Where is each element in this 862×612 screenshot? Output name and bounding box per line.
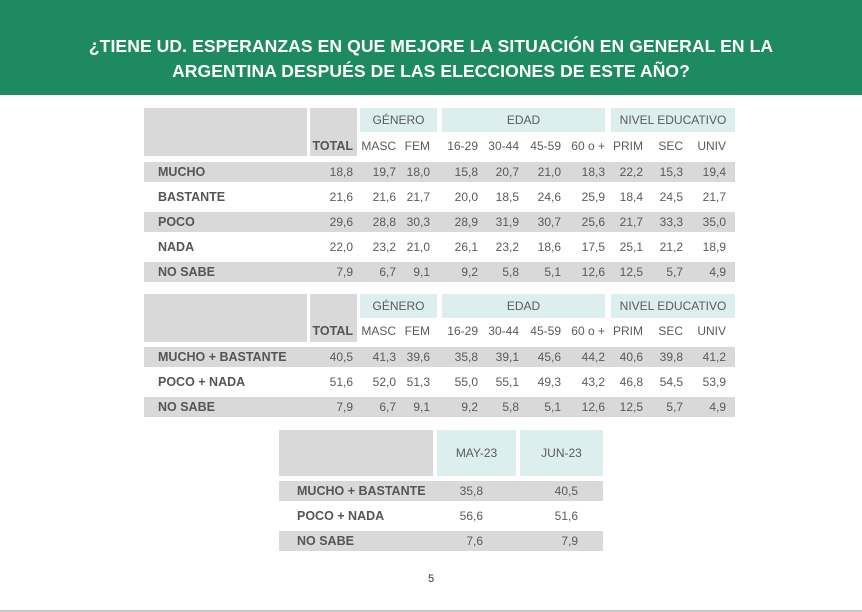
table1-col-sec: SEC (658, 139, 683, 153)
row-label: NO SABE (297, 534, 354, 548)
table-cell: 51,6 (554, 509, 578, 523)
table-cell: 12,5 (619, 400, 643, 414)
table-cell: 18,8 (329, 165, 353, 179)
table-cell: 7,9 (336, 265, 353, 279)
table-cell: 4,9 (709, 265, 726, 279)
title-line-2: ARGENTINA DESPUÉS DE LAS ELECCIONES DE ESTE AÑO? (172, 61, 690, 81)
table-cell: 30,3 (406, 215, 430, 229)
row-label: MUCHO + BASTANTE (158, 350, 287, 364)
table-cell: 9,2 (461, 400, 478, 414)
table1-col-masc: MASC (361, 139, 396, 153)
table-cell: 24,6 (537, 190, 561, 204)
table-cell: 5,7 (666, 265, 683, 279)
row-label: POCO + NADA (297, 509, 385, 523)
table-cell: 4,9 (709, 400, 726, 414)
title-banner (0, 0, 862, 95)
table-cell: 23,2 (372, 240, 396, 254)
table-cell: 18,5 (495, 190, 519, 204)
table1-col-prim: PRIM (613, 139, 643, 153)
table1-col-60: 60 o + (571, 139, 605, 153)
table-cell: 35,8 (459, 484, 483, 498)
table1-col-fem: FEM (404, 139, 430, 153)
table-cell: 21,6 (372, 190, 396, 204)
table1-genero-label: GÉNERO (372, 113, 425, 127)
table-cell: 5,7 (666, 400, 683, 414)
table-cell: 5,1 (544, 400, 561, 414)
table-cell: 9,1 (413, 265, 430, 279)
table-cell: 35,0 (702, 215, 726, 229)
table-cell: 21,6 (329, 190, 353, 204)
table-cell: 21,7 (702, 190, 726, 204)
table-cell: 25,6 (581, 215, 605, 229)
table2-col-sec: SEC (658, 324, 683, 338)
row-label: MUCHO (158, 165, 206, 179)
table-cell: 53,9 (702, 375, 726, 389)
table2-corner (144, 294, 307, 342)
table1-corner (144, 108, 307, 156)
table-cell: 55,1 (495, 375, 519, 389)
table-cell: 52,0 (372, 375, 396, 389)
table-cell: 24,5 (659, 190, 683, 204)
row-label: POCO (158, 215, 195, 229)
table-cell: 12,5 (619, 265, 643, 279)
table-cell: 5,1 (544, 265, 561, 279)
table-cell: 51,3 (406, 375, 430, 389)
table-cell: 18,3 (581, 165, 605, 179)
table2-col-prim: PRIM (613, 324, 643, 338)
table-cell: 30,7 (537, 215, 561, 229)
table-cell: 7,6 (466, 534, 483, 548)
table2-col-univ: UNIV (697, 324, 726, 338)
table-cell: 21,2 (659, 240, 683, 254)
table2-col-fem: FEM (404, 324, 430, 338)
table-cell: 22,2 (619, 165, 643, 179)
table-cell: 46,8 (619, 375, 643, 389)
table-cell: 21,0 (406, 240, 430, 254)
row-label: POCO + NADA (158, 375, 246, 389)
page-number: 5 (427, 573, 435, 585)
table1-col-45-59: 45-59 (530, 139, 561, 153)
table-cell: 25,1 (619, 240, 643, 254)
table2-col-30-44: 30-44 (488, 324, 519, 338)
table3-col-jun: JUN-23 (541, 446, 582, 460)
table1-col-30-44: 30-44 (488, 139, 519, 153)
table2-edad-label: EDAD (506, 299, 541, 313)
table-cell: 41,3 (372, 350, 396, 364)
table-cell: 28,9 (454, 215, 478, 229)
table-cell: 31,9 (495, 215, 519, 229)
row-label: BASTANTE (158, 190, 226, 204)
table2-col-total: TOTAL (312, 324, 353, 338)
table-cell: 20,0 (454, 190, 478, 204)
table-cell: 6,7 (379, 265, 396, 279)
table-cell: 18,6 (537, 240, 561, 254)
table-cell: 39,1 (495, 350, 519, 364)
table-cell: 35,8 (454, 350, 478, 364)
table2-col-45-59: 45-59 (530, 324, 561, 338)
table-cell: 26,1 (454, 240, 478, 254)
table-cell: 41,2 (702, 350, 726, 364)
table-cell: 29,6 (329, 215, 353, 229)
table-cell: 21,0 (537, 165, 561, 179)
table3-corner (279, 430, 433, 476)
table1-col-total: TOTAL (312, 139, 353, 153)
row-label: MUCHO + BASTANTE (297, 484, 426, 498)
table-cell: 22,0 (329, 240, 353, 254)
table2-nivel-label: NIVEL EDUCATIVO (619, 299, 727, 313)
row-label: NADA (158, 240, 195, 254)
table-cell: 49,3 (537, 375, 561, 389)
table-cell: 23,2 (495, 240, 519, 254)
table1-col-univ: UNIV (697, 139, 726, 153)
table-cell: 15,8 (454, 165, 478, 179)
table-cell: 55,0 (454, 375, 478, 389)
table-cell: 18,0 (406, 165, 430, 179)
title-line-1: ¿TIENE UD. ESPERANZAS EN QUE MEJORE LA SITUACIÓN EN GENERAL EN LA (88, 36, 774, 56)
table-cell: 25,9 (581, 190, 605, 204)
table-cell: 7,9 (561, 534, 578, 548)
table-cell: 18,4 (619, 190, 643, 204)
table-cell: 39,8 (659, 350, 683, 364)
table-cell: 6,7 (379, 400, 396, 414)
table2-genero-label: GÉNERO (372, 299, 425, 313)
table3-col-may: MAY-23 (455, 446, 498, 460)
table-cell: 40,5 (329, 350, 353, 364)
table-cell: 44,2 (581, 350, 605, 364)
table-cell: 19,4 (702, 165, 726, 179)
table-cell: 51,6 (329, 375, 353, 389)
table-cell: 5,8 (502, 265, 519, 279)
row-label: NO SABE (158, 265, 215, 279)
table-cell: 56,6 (459, 509, 483, 523)
table-cell: 9,2 (461, 265, 478, 279)
table-cell: 40,6 (619, 350, 643, 364)
table-cell: 21,7 (406, 190, 430, 204)
table-cell: 17,5 (581, 240, 605, 254)
table-cell: 18,9 (702, 240, 726, 254)
table2-col-masc: MASC (361, 324, 396, 338)
table-cell: 5,8 (502, 400, 519, 414)
table-cell: 15,3 (659, 165, 683, 179)
table-cell: 19,7 (372, 165, 396, 179)
table-cell: 39,6 (406, 350, 430, 364)
table-cell: 12,6 (581, 400, 605, 414)
table-cell: 28,8 (372, 215, 396, 229)
table1-edad-label: EDAD (506, 113, 541, 127)
table-cell: 12,6 (581, 265, 605, 279)
table-cell: 54,5 (659, 375, 683, 389)
table1-col-16-29: 16-29 (447, 139, 478, 153)
table-cell: 45,6 (537, 350, 561, 364)
table-cell: 20,7 (495, 165, 519, 179)
table-cell: 7,9 (336, 400, 353, 414)
table-cell: 9,1 (413, 400, 430, 414)
table-cell: 33,3 (659, 215, 683, 229)
table2-col-60: 60 o + (571, 324, 605, 338)
table-cell: 40,5 (554, 484, 578, 498)
table2-col-16-29: 16-29 (447, 324, 478, 338)
table-cell: 21,7 (619, 215, 643, 229)
table1-nivel-label: NIVEL EDUCATIVO (619, 113, 727, 127)
row-label: NO SABE (158, 400, 215, 414)
table-cell: 43,2 (581, 375, 605, 389)
